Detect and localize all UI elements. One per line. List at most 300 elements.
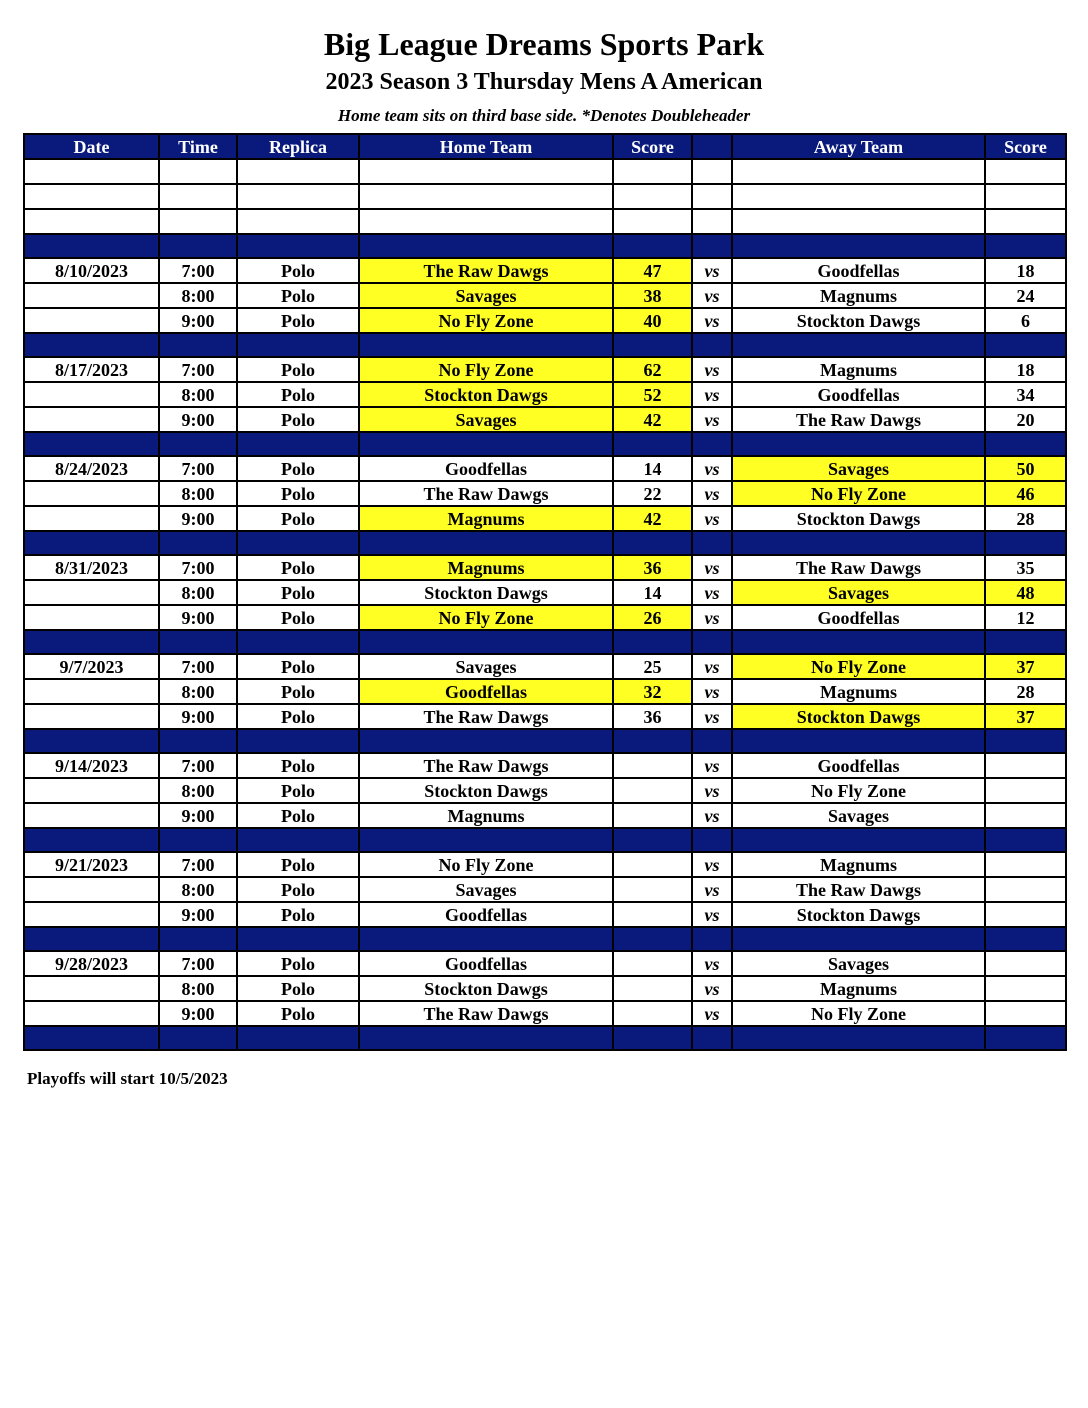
- game-time: 7:00: [159, 555, 237, 580]
- game-time: 9:00: [159, 308, 237, 333]
- empty-cell: [159, 828, 237, 852]
- game-time: 7:00: [159, 654, 237, 679]
- game-row: [24, 481, 1066, 506]
- empty-cell: [985, 159, 1066, 184]
- game-time: 7:00: [159, 357, 237, 382]
- home-team: Stockton Dawgs: [359, 382, 613, 407]
- game-time: 9:00: [159, 605, 237, 630]
- game-replica: Polo: [237, 258, 359, 283]
- game-date: [24, 382, 159, 407]
- home-team: Savages: [359, 283, 613, 308]
- vs-label: vs: [692, 704, 732, 729]
- away-score: 28: [985, 679, 1066, 704]
- vs-label: vs: [692, 506, 732, 531]
- game-row: [24, 654, 1066, 679]
- vs-label: vs: [692, 803, 732, 828]
- col-home-team: Home Team: [359, 134, 613, 159]
- game-date: [24, 902, 159, 927]
- game-row: [24, 580, 1066, 605]
- empty-cell: [24, 184, 159, 209]
- empty-cell: [732, 729, 985, 753]
- game-row: [24, 506, 1066, 531]
- game-replica: Polo: [237, 407, 359, 432]
- empty-cell: [359, 209, 613, 234]
- vs-label: vs: [692, 382, 732, 407]
- empty-cell: [692, 927, 732, 951]
- game-row: [24, 778, 1066, 803]
- game-row: [24, 407, 1066, 432]
- game-replica: Polo: [237, 456, 359, 481]
- empty-cell: [159, 234, 237, 258]
- home-team: Goodfellas: [359, 902, 613, 927]
- game-row: [24, 1001, 1066, 1026]
- game-replica: Polo: [237, 580, 359, 605]
- page-subtitle: 2023 Season 3 Thursday Mens A American: [325, 69, 763, 95]
- empty-cell: [692, 432, 732, 456]
- game-date: [24, 283, 159, 308]
- away-score: 24: [985, 283, 1066, 308]
- game-row: [24, 976, 1066, 1001]
- away-score: [985, 1001, 1066, 1026]
- game-date: 9/28/2023: [24, 951, 159, 976]
- home-score: [613, 902, 692, 927]
- empty-cell: [985, 531, 1066, 555]
- game-date: [24, 1001, 159, 1026]
- away-team: Stockton Dawgs: [732, 506, 985, 531]
- game-date: [24, 580, 159, 605]
- game-replica: Polo: [237, 679, 359, 704]
- game-row: [24, 951, 1066, 976]
- away-score: 46: [985, 481, 1066, 506]
- empty-cell: [692, 1026, 732, 1050]
- empty-cell: [237, 209, 359, 234]
- game-replica: Polo: [237, 951, 359, 976]
- empty-cell: [159, 184, 237, 209]
- empty-cell: [24, 927, 159, 951]
- game-date: [24, 704, 159, 729]
- home-team: Stockton Dawgs: [359, 976, 613, 1001]
- empty-cell: [985, 184, 1066, 209]
- empty-cell: [985, 630, 1066, 654]
- away-score: 18: [985, 258, 1066, 283]
- home-score: 36: [613, 555, 692, 580]
- away-team: Magnums: [732, 283, 985, 308]
- vs-label: vs: [692, 580, 732, 605]
- game-replica: Polo: [237, 654, 359, 679]
- away-score: [985, 852, 1066, 877]
- vs-label: vs: [692, 951, 732, 976]
- vs-label: vs: [692, 481, 732, 506]
- empty-cell: [613, 828, 692, 852]
- game-replica: Polo: [237, 506, 359, 531]
- empty-cell: [159, 209, 237, 234]
- empty-cell: [359, 531, 613, 555]
- away-team: Goodfellas: [732, 753, 985, 778]
- game-time: 8:00: [159, 877, 237, 902]
- empty-cell: [732, 234, 985, 258]
- vs-label: vs: [692, 902, 732, 927]
- col-away-score: Score: [985, 134, 1066, 159]
- empty-cell: [985, 729, 1066, 753]
- game-replica: Polo: [237, 357, 359, 382]
- empty-cell: [24, 1026, 159, 1050]
- away-team: Magnums: [732, 852, 985, 877]
- away-team: No Fly Zone: [732, 1001, 985, 1026]
- empty-cell: [613, 531, 692, 555]
- away-team: No Fly Zone: [732, 654, 985, 679]
- away-score: 50: [985, 456, 1066, 481]
- away-score: 18: [985, 357, 1066, 382]
- away-team: Magnums: [732, 679, 985, 704]
- game-time: 8:00: [159, 976, 237, 1001]
- separator-row: [24, 729, 1066, 753]
- home-score: 36: [613, 704, 692, 729]
- vs-label: vs: [692, 555, 732, 580]
- away-team: Stockton Dawgs: [732, 902, 985, 927]
- empty-cell: [692, 630, 732, 654]
- separator-row: [24, 1026, 1066, 1050]
- home-team: Magnums: [359, 555, 613, 580]
- game-replica: Polo: [237, 555, 359, 580]
- game-date: [24, 407, 159, 432]
- home-team: Goodfellas: [359, 679, 613, 704]
- away-score: 34: [985, 382, 1066, 407]
- col-home-score: Score: [613, 134, 692, 159]
- game-row: [24, 704, 1066, 729]
- home-team: Savages: [359, 877, 613, 902]
- empty-cell: [237, 333, 359, 357]
- empty-cell: [692, 209, 732, 234]
- away-score: [985, 778, 1066, 803]
- empty-cell: [159, 333, 237, 357]
- empty-cell: [732, 927, 985, 951]
- game-date: 8/10/2023: [24, 258, 159, 283]
- blank-row: [24, 159, 1066, 184]
- away-score: [985, 803, 1066, 828]
- blank-row: [24, 184, 1066, 209]
- away-team: The Raw Dawgs: [732, 877, 985, 902]
- empty-cell: [732, 333, 985, 357]
- empty-cell: [237, 234, 359, 258]
- empty-cell: [159, 432, 237, 456]
- vs-label: vs: [692, 753, 732, 778]
- col-away-team: Away Team: [732, 134, 985, 159]
- home-team: Goodfellas: [359, 951, 613, 976]
- home-team: Goodfellas: [359, 456, 613, 481]
- away-score: 28: [985, 506, 1066, 531]
- empty-cell: [985, 1026, 1066, 1050]
- game-time: 7:00: [159, 258, 237, 283]
- page-note: Home team sits on third base side. *Denotes Doubleheader: [337, 106, 751, 125]
- home-score: [613, 951, 692, 976]
- blank-row: [24, 209, 1066, 234]
- away-team: Savages: [732, 803, 985, 828]
- empty-cell: [159, 159, 237, 184]
- empty-cell: [159, 1026, 237, 1050]
- vs-label: vs: [692, 877, 732, 902]
- separator-row: [24, 333, 1066, 357]
- game-row: [24, 902, 1066, 927]
- empty-cell: [24, 729, 159, 753]
- game-date: [24, 778, 159, 803]
- game-replica: Polo: [237, 481, 359, 506]
- empty-cell: [24, 159, 159, 184]
- game-time: 7:00: [159, 456, 237, 481]
- game-date: 9/14/2023: [24, 753, 159, 778]
- away-score: 48: [985, 580, 1066, 605]
- empty-cell: [24, 234, 159, 258]
- game-row: [24, 357, 1066, 382]
- empty-cell: [237, 184, 359, 209]
- game-date: [24, 506, 159, 531]
- empty-cell: [613, 209, 692, 234]
- col-replica: Replica: [237, 134, 359, 159]
- game-date: [24, 803, 159, 828]
- empty-cell: [613, 184, 692, 209]
- game-row: [24, 258, 1066, 283]
- vs-label: vs: [692, 605, 732, 630]
- empty-cell: [985, 828, 1066, 852]
- game-replica: Polo: [237, 803, 359, 828]
- empty-cell: [732, 828, 985, 852]
- away-score: 37: [985, 654, 1066, 679]
- away-score: [985, 976, 1066, 1001]
- away-team: Goodfellas: [732, 605, 985, 630]
- empty-cell: [692, 729, 732, 753]
- col-vs: [692, 134, 732, 159]
- empty-cell: [359, 729, 613, 753]
- empty-cell: [359, 1026, 613, 1050]
- empty-cell: [159, 729, 237, 753]
- away-team: Magnums: [732, 357, 985, 382]
- home-score: [613, 1001, 692, 1026]
- vs-label: vs: [692, 407, 732, 432]
- away-score: [985, 951, 1066, 976]
- away-score: [985, 877, 1066, 902]
- empty-cell: [613, 432, 692, 456]
- away-score: 12: [985, 605, 1066, 630]
- empty-cell: [613, 630, 692, 654]
- empty-cell: [24, 531, 159, 555]
- game-row: [24, 877, 1066, 902]
- empty-cell: [237, 1026, 359, 1050]
- empty-cell: [237, 159, 359, 184]
- game-row: [24, 283, 1066, 308]
- empty-cell: [692, 234, 732, 258]
- home-score: 26: [613, 605, 692, 630]
- empty-cell: [613, 729, 692, 753]
- game-time: 7:00: [159, 753, 237, 778]
- game-time: 7:00: [159, 951, 237, 976]
- home-score: [613, 877, 692, 902]
- empty-cell: [24, 630, 159, 654]
- empty-cell: [359, 234, 613, 258]
- empty-cell: [237, 828, 359, 852]
- game-date: 9/7/2023: [24, 654, 159, 679]
- empty-cell: [692, 531, 732, 555]
- game-replica: Polo: [237, 308, 359, 333]
- empty-cell: [237, 432, 359, 456]
- away-team: Goodfellas: [732, 258, 985, 283]
- empty-cell: [985, 432, 1066, 456]
- empty-cell: [359, 432, 613, 456]
- home-score: 14: [613, 456, 692, 481]
- vs-label: vs: [692, 1001, 732, 1026]
- empty-cell: [613, 927, 692, 951]
- game-time: 9:00: [159, 506, 237, 531]
- away-team: The Raw Dawgs: [732, 407, 985, 432]
- game-date: 8/17/2023: [24, 357, 159, 382]
- game-date: 8/24/2023: [24, 456, 159, 481]
- home-score: 62: [613, 357, 692, 382]
- game-replica: Polo: [237, 704, 359, 729]
- home-team: Stockton Dawgs: [359, 778, 613, 803]
- empty-cell: [732, 184, 985, 209]
- col-time: Time: [159, 134, 237, 159]
- game-date: [24, 308, 159, 333]
- empty-cell: [613, 1026, 692, 1050]
- empty-cell: [237, 630, 359, 654]
- vs-label: vs: [692, 283, 732, 308]
- empty-cell: [692, 333, 732, 357]
- game-row: [24, 382, 1066, 407]
- col-date: Date: [24, 134, 159, 159]
- empty-cell: [359, 927, 613, 951]
- home-score: 42: [613, 407, 692, 432]
- empty-cell: [985, 234, 1066, 258]
- game-date: [24, 877, 159, 902]
- away-team: Savages: [732, 951, 985, 976]
- game-row: [24, 679, 1066, 704]
- empty-cell: [613, 234, 692, 258]
- game-replica: Polo: [237, 778, 359, 803]
- away-team: No Fly Zone: [732, 778, 985, 803]
- vs-label: vs: [692, 679, 732, 704]
- empty-cell: [732, 630, 985, 654]
- game-date: [24, 679, 159, 704]
- playoffs-note: Playoffs will start 10/5/2023: [27, 1069, 228, 1088]
- game-time: 9:00: [159, 1001, 237, 1026]
- vs-label: vs: [692, 778, 732, 803]
- game-row: [24, 852, 1066, 877]
- home-team: The Raw Dawgs: [359, 481, 613, 506]
- vs-label: vs: [692, 456, 732, 481]
- away-score: [985, 753, 1066, 778]
- separator-row: [24, 630, 1066, 654]
- empty-cell: [359, 630, 613, 654]
- away-score: 6: [985, 308, 1066, 333]
- away-team: Savages: [732, 580, 985, 605]
- game-time: 8:00: [159, 283, 237, 308]
- home-team: Magnums: [359, 506, 613, 531]
- game-row: [24, 803, 1066, 828]
- home-team: No Fly Zone: [359, 308, 613, 333]
- home-score: 38: [613, 283, 692, 308]
- game-time: 8:00: [159, 382, 237, 407]
- game-replica: Polo: [237, 877, 359, 902]
- empty-cell: [359, 184, 613, 209]
- separator-row: [24, 234, 1066, 258]
- home-score: [613, 778, 692, 803]
- empty-cell: [24, 828, 159, 852]
- away-score: [985, 902, 1066, 927]
- vs-label: vs: [692, 654, 732, 679]
- home-team: The Raw Dawgs: [359, 258, 613, 283]
- empty-cell: [692, 159, 732, 184]
- game-replica: Polo: [237, 852, 359, 877]
- separator-row: [24, 432, 1066, 456]
- home-team: Savages: [359, 407, 613, 432]
- home-team: The Raw Dawgs: [359, 753, 613, 778]
- empty-cell: [985, 209, 1066, 234]
- empty-cell: [24, 432, 159, 456]
- empty-cell: [613, 333, 692, 357]
- home-score: [613, 852, 692, 877]
- game-row: [24, 456, 1066, 481]
- vs-label: vs: [692, 976, 732, 1001]
- home-score: [613, 976, 692, 1001]
- away-team: No Fly Zone: [732, 481, 985, 506]
- game-replica: Polo: [237, 382, 359, 407]
- away-score: 20: [985, 407, 1066, 432]
- empty-cell: [24, 209, 159, 234]
- home-score: [613, 803, 692, 828]
- home-team: No Fly Zone: [359, 357, 613, 382]
- empty-cell: [359, 333, 613, 357]
- vs-label: vs: [692, 308, 732, 333]
- game-replica: Polo: [237, 605, 359, 630]
- game-time: 8:00: [159, 679, 237, 704]
- away-team: Savages: [732, 456, 985, 481]
- empty-cell: [732, 531, 985, 555]
- empty-cell: [732, 432, 985, 456]
- home-score: 52: [613, 382, 692, 407]
- empty-cell: [359, 159, 613, 184]
- home-score: 22: [613, 481, 692, 506]
- home-team: No Fly Zone: [359, 605, 613, 630]
- separator-row: [24, 531, 1066, 555]
- home-team: No Fly Zone: [359, 852, 613, 877]
- away-team: The Raw Dawgs: [732, 555, 985, 580]
- away-score: 37: [985, 704, 1066, 729]
- game-row: [24, 753, 1066, 778]
- schedule-table: [23, 133, 1067, 1051]
- empty-cell: [732, 209, 985, 234]
- game-row: [24, 605, 1066, 630]
- vs-label: vs: [692, 258, 732, 283]
- separator-row: [24, 828, 1066, 852]
- game-date: 8/31/2023: [24, 555, 159, 580]
- vs-label: vs: [692, 852, 732, 877]
- empty-cell: [159, 531, 237, 555]
- game-replica: Polo: [237, 1001, 359, 1026]
- empty-cell: [692, 184, 732, 209]
- game-time: 8:00: [159, 580, 237, 605]
- empty-cell: [159, 927, 237, 951]
- vs-label: vs: [692, 357, 732, 382]
- empty-cell: [732, 159, 985, 184]
- empty-cell: [24, 333, 159, 357]
- empty-cell: [985, 927, 1066, 951]
- game-row: [24, 555, 1066, 580]
- game-replica: Polo: [237, 902, 359, 927]
- game-time: 8:00: [159, 481, 237, 506]
- home-score: 14: [613, 580, 692, 605]
- home-team: Stockton Dawgs: [359, 580, 613, 605]
- page-title: Big League Dreams Sports Park: [323, 26, 765, 62]
- game-date: [24, 605, 159, 630]
- game-date: [24, 976, 159, 1001]
